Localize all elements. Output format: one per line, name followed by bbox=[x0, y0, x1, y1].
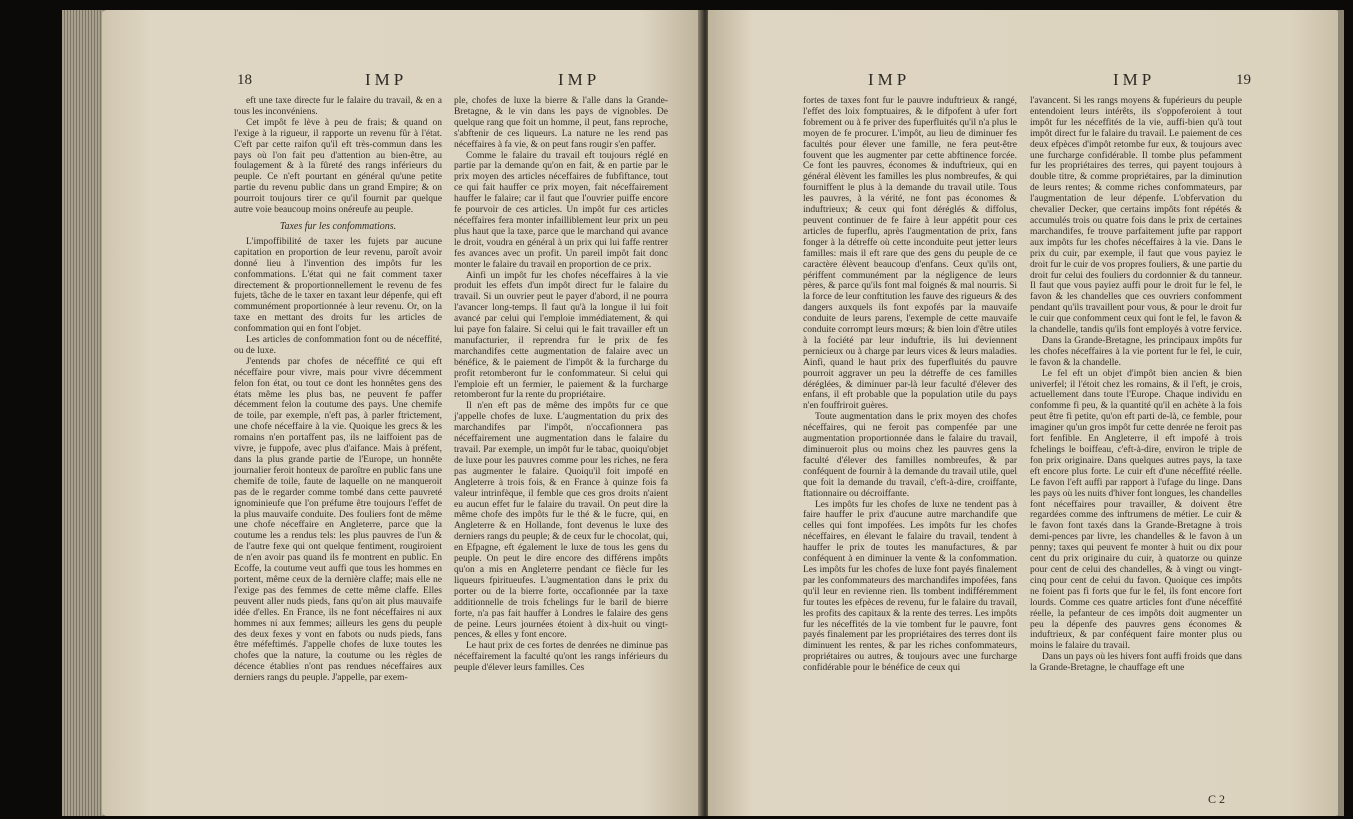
left-page-number: 18 bbox=[237, 72, 252, 88]
section-title: Taxes fur les confommations. bbox=[279, 220, 397, 232]
book-page-edges-right bbox=[1338, 10, 1344, 816]
right-running-head-2: IMP bbox=[1113, 70, 1156, 89]
left-page-column-1 bbox=[234, 96, 442, 684]
paragraph: Il n'en eft pas de même des impôts fur ce que j'appelle chofes de luxe. L'augmentation du prix des marchandifes par l'impôt, n'occafionnera pas néceffairement une augmentation dans le falaire du travail. Par exemple, un impôt fur le tabac, quoiqu'objet de luxe pour les pauvres comme pour les riches, ne fera pas augmenter le falaire. Quoiqu'il foit impofé en Angleterre à trois fois, & en France à quinze fois fa valeur intrinfèque, il femble que ces gros droits n'aient eu aucun effet fur le falaire du travail. On peut dire la même chofe des impôts fur le thé & le fucre, qui, en Angleterre & en Hollande, font devenus le luxe des derniers rangs du peuple; & de ceux fur le chocolat, qui, en Efpagne, eft également le luxe de tous les gens du peuple. On peut le dire encore des différens impôts qu'on a mis en Angleterre pendant ce fiècle fur les liqueurs fpiritueufes. L'augmentation dans le prix du porter ou de la bierre forte, occafionnée par la taxe additionnelle de trois fchelings fur le baril de bierre forte, n'a pas fait hauffer à Londres le falaire des gens de peine. Leurs journées étoient à dix-huit ou vingt-pences, & elles y font encore. bbox=[454, 401, 668, 641]
paragraph: Toute augmentation dans le prix moyen des chofes néceffaires, qui ne feroit pas compenfée par une augmentation proportionnée dans le falaire du travail, diminueroit plus ou moins chez les pauvres gens la faculté d'élever des familles nombreufes, & par conféquent de fournir à la demande du travail utile, quel que foit la demande du travail, c'eft-à-dire, croiffante, ftationnaire ou décroiffante. bbox=[803, 412, 1017, 499]
book-page-edges bbox=[62, 10, 104, 816]
open-book bbox=[62, 10, 1344, 816]
left-page-header bbox=[102, 68, 702, 92]
paragraph: Dans la Grande-Bretagne, les principaux impôts fur les chofes néceffaires à la vie portent fur le fel, le cuir, le favon & la chandelle. bbox=[1030, 335, 1242, 368]
paragraph: Comme le falaire du travail eft toujours réglé en partie par la demande qu'on en fait, & en partie par le prix moyen des articles néceffaires de fubfiftance, tout ce qui fait hauffer ce prix moyen, fait néceffairement hauffer le falaire; car il faut que l'ouvrier puiffe encore fe pourvoir de ces articles. Un impôt fur ces articles néceffaires fera monter infailliblement leur prix un peu plus haut que la taxe, parce que le marchand qui avance le droit, voudra en général à un prix qui lui faffe rentrer fes avances avec un profit. Un pareil impôt fait donc monter le falaire du travail en proportion de ce prix. bbox=[454, 150, 668, 270]
paragraph: ple, chofes de luxe la bierre & l'alle dans la Grande-Bretagne, & le vin dans les pays de vignobles. De quelque rang que foit un homme, il peut, fans reproche, s'abftenir de ces liqueurs. La nature ne les rend pas néceffaires à fa vie, & on peut fans rougir s'en paffer. bbox=[454, 96, 668, 150]
paragraph: eft une taxe directe fur le falaire du travail, & en a tous les inconvéniens. bbox=[234, 96, 442, 117]
paragraph: fortes de taxes font fur le pauvre induftrieux & rangé, l'effet des loix fomptuaires, & le difpofent à ufer fort fobrement ou à fe priver des fuperfluités qu'il n'a plus le moyen de fe procurer. L'impôt, au lieu de diminuer fes facultés pour élever une famille, ne fera peut-être fouvent que les augmenter par cette abftinence forcée. Ce font les pauvres, économes & induftrieux, qui en général élèvent les familles les plus nombreufes, & qui fourniffent le plus à la demande du travail utile. Tous les pauvres, à la vérité, ne font pas économes & induftrieux; & ceux qui font déréglés & diffolus, peuvent continuer de fe faire à leur appétit pour ces articles de fuperflu, après l'augmentation de prix, fans fonger à la détreffe où cette inconduite peut jetter leurs familles: mais il eft rare que des gens du peuple de ce caractère élèvent beaucoup d'enfans. Ceux qu'ils ont, périffent communément par la négligence de leurs pères, & parce qu'ils font mal foignés & mal nourris. Si la force de leur conftitution les fauve des rigueurs & des dangers auxquels ils font expofés par la mauvaife conduite de leurs parens, l'exemple de cette mauvaife conduite corrompt leurs mœurs; & bien loin d'être utiles à la fociété par leur induftrie, ils lui deviennent pernicieux ou à charge par leurs vices & leurs maladies. Ainfi, quand le haut prix des fuperfluités du pauvre pourroit aggraver un peu la détreffe de ces familles déréglées, & diminuer par-là leur faculté d'élever des enfans, il eft probable que la population utile du pays n'en fouffriroit guères. bbox=[803, 96, 1017, 412]
right-page-column-1 bbox=[803, 96, 1017, 674]
paragraph: Les impôts fur les chofes de luxe ne tendent pas à faire hauffer le prix d'aucune autre marchandife que celles qui font impofées. Les impôts fur les chofes néceffaires, en élevant le falaire du travail, tendent à hauffer le prix de toutes les manufactures, & par conféquent à en diminuer la vente & la confommation. Les impôts fur les chofes de luxe font payés finalement par les confommateurs des marchandifes impofées, fans qu'il leur en revienne rien. Ils tombent indifféremment fur toutes les efpèces de revenu, fur le falaire du travail, les profits des capitaux & la rente des terres. Les impôts fur les néceffités de la vie tombent fur le pauvre, font payés finalement par les propriétaires des terres dont ils diminuent les rentes, & par les riches confommateurs, propriétaires ou autres, & toujours avec une furcharge confidérable pour le bénéfice de ceux qui bbox=[803, 499, 1017, 674]
left-page bbox=[102, 10, 702, 816]
paragraph: Dans un pays où les hivers font auffi froids que dans la Grande-Bretagne, le chauffage eft une bbox=[1030, 652, 1242, 674]
left-running-head-2: IMP bbox=[558, 70, 601, 89]
right-page-header bbox=[708, 68, 1340, 92]
paragraph: Cet impôt fe lève à peu de frais; & quand on l'exige à la rigueur, il rapporte un revenu fûr à l'état. C'eft par cette raifon qu'il eft très-commun dans les pays où l'on fait peu d'attention au bien-être, au foulagement & à la fûreté des rangs inférieurs du peuple. Ce n'eft pourtant en général qu'une petite partie du revenu public dans un grand Empire; & on pourroit toujours tirer ce qu'il fournit par quelque autre voie beaucoup moins onéreufe au peuple. bbox=[234, 117, 442, 216]
paragraph: L'impoffibilité de taxer les fujets par aucune capitation en proportion de leur revenu, paroît avoir donné lieu à l'invention des impôts fur les confommations. L'état qui ne fait comment taxer directement & proportionnellement le revenu de fes fujets, tâche de le taxer en taxant leur dépenfe, qui eft communément proportionnée à leur revenu. Or, on la taxe en mettant des droits fur les articles de confommation qui en font l'objet. bbox=[234, 236, 442, 335]
paragraph: l'avancent. Si les rangs moyens & fupérieurs du peuple entendoient leurs intérêts, ils s'oppoferoient à tout impôt fur les néceffités de la vie, auffi-bien qu'à tout impôt direct fur le falaire du travail. Le paiement de ces deux efpèces d'impôt retombe fur eux, & toujours avec une furcharge confidérable. Il tombe plus pefamment fur les propriétaires des terres, qui payent toujours à double titre, & comme propriétaires, par la diminution de leurs rentes; & comme riches confommateurs, par l'augmentation de leur dépenfe. L'obfervation du chevalier Decker, que certains impôts font répétés & accumulés trois ou quatre fois dans le prix de certaines marchandifes, fe trouve parfaitement jufte par rapport aux impôts fur les chofes néceffaires à la vie. Dans le prix du cuir, par exemple, il faut que vous payiez le droit fur le cuir de vos propres fouliers, & une partie du droit fur celui des fouliers du cordonnier & du tanneur. Il faut que vous payiez auffi pour le droit fur le fel, le favon & les chandelles que ces ouvriers confomment pendant qu'ils travaillent pour vous, & pour le droit fur le cuir que confomment ceux qui font le fel, le favon & la chandelle, tandis qu'ils font employés à votre fervice. bbox=[1030, 96, 1242, 336]
paragraph: Les articles de confommation font ou de néceffité, ou de luxe. bbox=[234, 335, 442, 356]
right-page-column-2 bbox=[1030, 96, 1242, 674]
paragraph: J'entends par chofes de néceffité ce qui eft néceffaire pour vivre, mais pour vivre décemment felon fon état, ou tout ce dont les honnêtes gens des états même les plus bas, ne peuvent fe paffer décemment felon la coutume des pays. Une chemife de toile, par exemple, n'eft pas, à parler ftrictement, une chofe néceffaire à la vie. Quoique les grecs & les romains n'en portaffent pas, ils ne laiffoient pas de vivre, je fuppofe, avec plus d'aifance. Mais à préfent, dans la plus grande partie de l'Europe, un honnête journalier feroit honteux de paroître en public fans une chemife de toile, faute de laquelle on ne manqueroit pas de le regarder comme tombé dans cette pauvreté ignominieufe que l'on préfume être toujours l'effet de la plus mauvaife conduite. Des fouliers font de même une chofe néceffaire en Angleterre, parce que la coutume les a rendus tels: les plus pauvres de l'un & de l'autre fexe qui ont quelque fentiment, rougiroient de n'en avoir pas quand ils fe montrent en public. En Ecoffe, la coutume veut auffi que tous les hommes en portent, même ceux de la dernière claffe; mais elle ne l'exige pas des femmes de cette même claffe. Elles peuvent aller nuds pieds, fans qu'on ait plus mauvaife idée d'elles. En France, ils ne font néceffaires ni aux hommes ni aux femmes; ailleurs les gens du peuple des deux fexes y vont en fabots ou nuds pieds, fans être méfeftimés. J'appelle chofes de luxe toutes les chofes que la nature, la coutume ou les règles de décence établies n'ont pas rendues néceffaires aux derniers rangs du peuple. J'appelle, par exem- bbox=[234, 356, 442, 684]
paragraph: Le haut prix de ces fortes de denrées ne diminue pas néceffairement la faculté qu'ont les rangs inférieurs du peuple d'élever leurs familles. Ces bbox=[454, 641, 668, 674]
signature-mark: C 2 bbox=[1208, 792, 1226, 806]
right-page-number: 19 bbox=[1236, 72, 1251, 88]
right-page bbox=[708, 10, 1340, 816]
left-page-column-2 bbox=[454, 96, 668, 674]
right-running-head: IMP bbox=[868, 70, 911, 89]
left-running-head: IMP bbox=[365, 70, 408, 89]
paragraph: Le fel eft un objet d'impôt bien ancien & bien univerfel; il l'étoit chez les romains, & il l'eft, je crois, actuellement dans toute l'Europe. Chaque individu en confomme fi peu, & la quantité qu'il en achète à la fois peut être fi petite, qu'on eft parti de-là, ce femble, pour imaginer qu'un gros impôt fur cette denrée ne feroit pas fort fenfible. En Angleterre, il eft impofé à trois fchelings le boiffeau, c'eft-à-dire, environ le triple de fon prix originaire. Dans quelques autres pays, la taxe eft encore plus forte. Le cuir eft d'une néceffité réelle. Le favon l'eft auffi par rapport à l'ufage du linge. Dans les pays où les nuits d'hiver font longues, les chandelles font néceffaires pour travailler, & doivent être regardées comme des inftrumens de métier. Le cuir & le favon font taxés dans la Grande-Bretagne à trois demi-pences par livre, les chandelles & le favon à un penny; taxes qui peuvent fe monter à huit ou dix pour cent du prix originaire du cuir, à quatorze ou quinze pour cent de celui des chandelles, & à vingt ou vingt-cinq pour cent de celui du favon. Quoique ces impôts ne foient pas fi forts que fur le fel, ils font encore fort lourds. Comme ces quatre articles font d'une néceffité réelle, la pefanteur de ces impôts doit augmenter un peu la dépenfe des pauvres gens économes & induftrieux, & par conféquent faire monter plus ou moins le falaire du travail. bbox=[1030, 368, 1242, 652]
paragraph: Ainfi un impôt fur les chofes néceffaires à la vie produit les effets d'un impôt direct fur le falaire du travail. Si un ouvrier peut le payer d'abord, il ne pourra l'avancer long-temps. Il faut qu'à la longue il lui foit avancé par celui qui l'emploie immédiatement, & qui lui paye fon falaire. Si celui qui le fait travailler eft un manufacturier, il reprendra fur le prix de fes marchandifes cette augmentation de falaire avec un bénéfice, & le paiement de l'impôt & la furcharge du profit retomberont fur le confommateur. Si celui qui l'emploie eft un fermier, le paiement & la furcharge retomberont fur la rente du propriétaire. bbox=[454, 270, 668, 401]
